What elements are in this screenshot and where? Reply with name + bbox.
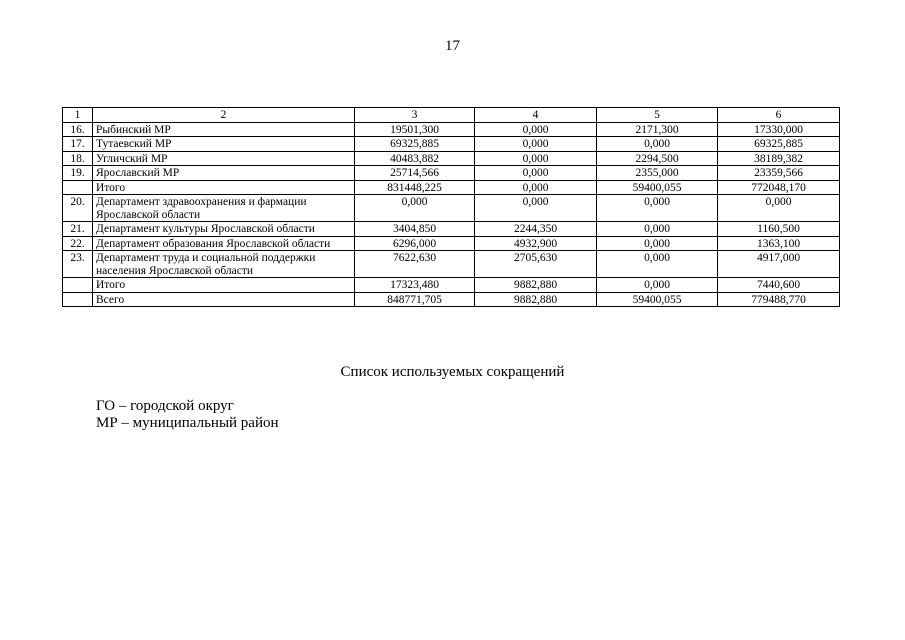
row-number: 16. [63,122,93,137]
page-number: 17 [445,38,460,54]
row-col6: 4917,000 [718,251,840,278]
table-row-total [63,292,840,307]
row-col3: 40483,882 [355,151,475,166]
abbreviations-list [96,398,279,432]
row-name: Департамент здравоохранения и фармации Ярославской области [93,195,355,222]
row-number: 19. [63,166,93,181]
row-col6: 1363,100 [718,236,840,251]
table-row [63,151,840,166]
row-col5: 0,000 [597,278,718,293]
row-name: Угличский МР [93,151,355,166]
row-col3: 17323,480 [355,278,475,293]
row-col5: 59400,055 [597,292,718,307]
table-row [63,236,840,251]
row-number: 17. [63,137,93,152]
header-cell: 4 [475,108,597,123]
row-col6: 7440,600 [718,278,840,293]
row-col3: 6296,000 [355,236,475,251]
row-col6: 69325,885 [718,137,840,152]
table-header-row [63,108,840,123]
row-number [63,278,93,293]
row-name: Департамент образования Ярославской области [93,236,355,251]
row-col5: 0,000 [597,251,718,278]
table-row [63,251,840,278]
table-row [63,195,840,222]
table-row [63,122,840,137]
row-col6: 38189,382 [718,151,840,166]
row-number: 18. [63,151,93,166]
row-col5: 0,000 [597,236,718,251]
row-col4: 0,000 [475,195,597,222]
row-col3: 0,000 [355,195,475,222]
table-row [63,166,840,181]
row-col3: 831448,225 [355,180,475,195]
row-col3: 848771,705 [355,292,475,307]
row-col3: 19501,300 [355,122,475,137]
row-col4: 0,000 [475,151,597,166]
row-name: Тутаевский МР [93,137,355,152]
row-number [63,292,93,307]
row-number: 22. [63,236,93,251]
row-col3: 69325,885 [355,137,475,152]
row-col4: 9882,880 [475,292,597,307]
row-col5: 2171,300 [597,122,718,137]
row-name: Всего [93,292,355,307]
table-row [63,137,840,152]
row-number: 20. [63,195,93,222]
row-col3: 3404,850 [355,222,475,237]
row-col6: 779488,770 [718,292,840,307]
abbreviations-title: Список используемых сокращений [340,364,565,380]
row-col3: 7622,630 [355,251,475,278]
row-col4: 9882,880 [475,278,597,293]
row-col6: 0,000 [718,195,840,222]
row-col6: 23359,566 [718,166,840,181]
table-row [63,222,840,237]
table-row-subtotal [63,180,840,195]
row-name: Итого [93,180,355,195]
row-name: Итого [93,278,355,293]
row-col5: 2355,000 [597,166,718,181]
row-col4: 0,000 [475,180,597,195]
header-cell: 1 [63,108,93,123]
row-col4: 0,000 [475,137,597,152]
header-cell: 6 [718,108,840,123]
table-row-subtotal [63,278,840,293]
row-col4: 2705,630 [475,251,597,278]
row-col6: 772048,170 [718,180,840,195]
row-name: Департамент труда и социальной поддержки населения Ярославской области [93,251,355,278]
row-col5: 0,000 [597,222,718,237]
row-col6: 1160,500 [718,222,840,237]
abbreviation-item: ГО – городской округ [96,398,234,414]
row-col5: 0,000 [597,195,718,222]
row-number: 21. [63,222,93,237]
abbreviation-item: МР – муниципальный район [96,415,279,431]
row-col4: 4932,900 [475,236,597,251]
row-number [63,180,93,195]
row-col4: 2244,350 [475,222,597,237]
row-col6: 17330,000 [718,122,840,137]
row-number: 23. [63,251,93,278]
header-cell: 5 [597,108,718,123]
row-name: Ярославский МР [93,166,355,181]
row-name: Рыбинский МР [93,122,355,137]
row-col3: 25714,566 [355,166,475,181]
header-cell: 3 [355,108,475,123]
row-col5: 0,000 [597,137,718,152]
budget-table [62,107,840,307]
row-name: Департамент культуры Ярославской области [93,222,355,237]
row-col4: 0,000 [475,122,597,137]
row-col5: 2294,500 [597,151,718,166]
row-col5: 59400,055 [597,180,718,195]
header-cell: 2 [93,108,355,123]
row-col4: 0,000 [475,166,597,181]
